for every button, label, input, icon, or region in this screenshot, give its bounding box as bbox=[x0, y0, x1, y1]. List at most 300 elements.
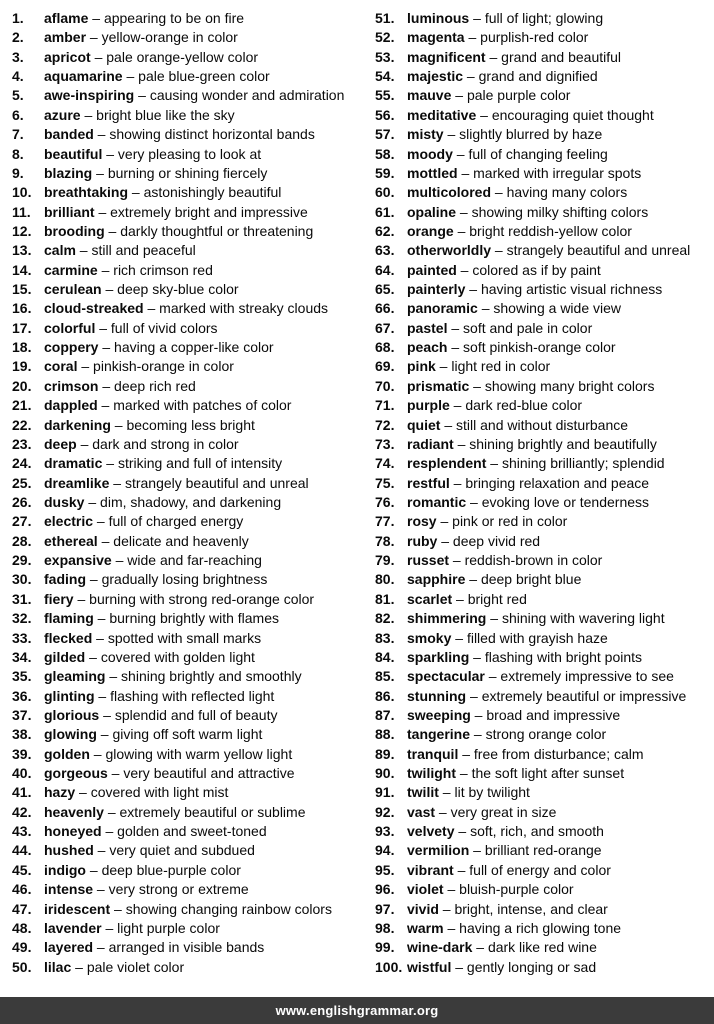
item-word: carmine bbox=[44, 261, 98, 278]
item-text bbox=[407, 319, 592, 338]
item-number: 42. bbox=[12, 803, 32, 820]
item-separator: – bbox=[104, 222, 121, 239]
list-item bbox=[375, 841, 714, 860]
item-number: 4. bbox=[12, 68, 24, 85]
item-definition: gently longing or sad bbox=[466, 958, 597, 975]
list-item bbox=[12, 183, 363, 202]
item-definition: grand and dignified bbox=[478, 68, 598, 85]
item-word: shimmering bbox=[407, 610, 487, 627]
item-number: 64. bbox=[375, 261, 395, 278]
item-definition: covered with golden light bbox=[100, 648, 255, 665]
item-separator: – bbox=[453, 435, 470, 452]
item-word: restful bbox=[407, 474, 450, 491]
footer-url: www.englishgrammar.org bbox=[275, 1003, 439, 1018]
item-text bbox=[44, 512, 243, 531]
item-word: vivid bbox=[407, 900, 439, 917]
item-number: 19. bbox=[12, 358, 32, 375]
item-text bbox=[44, 532, 249, 551]
item-text bbox=[44, 570, 267, 589]
item-separator: – bbox=[443, 126, 460, 143]
item-definition: extremely impressive to see bbox=[500, 668, 674, 685]
list-item bbox=[375, 396, 714, 415]
item-definition: bluish-purple color bbox=[459, 881, 574, 898]
item-word: panoramic bbox=[407, 300, 478, 317]
item-number: 89. bbox=[375, 745, 395, 762]
item-text bbox=[407, 861, 611, 880]
item-definition: marked with streaky clouds bbox=[159, 300, 329, 317]
item-definition: light red in color bbox=[451, 358, 551, 375]
item-number: 18. bbox=[12, 339, 32, 356]
item-separator: – bbox=[86, 861, 102, 878]
item-separator: – bbox=[73, 590, 90, 607]
item-text bbox=[407, 474, 649, 493]
item-text bbox=[407, 416, 628, 435]
item-number: 54. bbox=[375, 68, 395, 85]
item-definition: shining with wavering light bbox=[501, 610, 665, 627]
item-definition: bright, intense, and clear bbox=[454, 900, 608, 917]
item-word: intense bbox=[44, 881, 94, 898]
item-word: darkening bbox=[44, 416, 111, 433]
item-number: 11. bbox=[12, 203, 31, 220]
item-number: 99. bbox=[375, 939, 395, 956]
item-number: 70. bbox=[375, 377, 395, 394]
item-separator: – bbox=[101, 919, 118, 936]
item-definition: free from disturbance; calm bbox=[473, 745, 644, 762]
item-word: layered bbox=[44, 939, 94, 956]
item-definition: pale blue-green color bbox=[138, 68, 270, 85]
item-separator: – bbox=[92, 164, 108, 181]
item-separator: – bbox=[101, 823, 118, 840]
list-item bbox=[375, 706, 714, 725]
item-text bbox=[44, 48, 258, 67]
item-definition: very quiet and subdued bbox=[109, 842, 255, 859]
item-word: luminous bbox=[407, 10, 470, 26]
item-separator: – bbox=[485, 48, 502, 65]
item-number: 16. bbox=[12, 300, 32, 317]
item-separator: – bbox=[465, 571, 481, 588]
item-number: 75. bbox=[375, 474, 395, 491]
item-word: banded bbox=[44, 126, 94, 143]
item-word: pastel bbox=[407, 319, 448, 336]
item-text bbox=[44, 667, 302, 686]
item-separator: – bbox=[440, 416, 457, 433]
item-text bbox=[44, 745, 292, 764]
item-definition: bright reddish-yellow color bbox=[469, 222, 632, 239]
item-separator: – bbox=[464, 29, 481, 46]
item-separator: – bbox=[451, 87, 467, 104]
item-word: deep bbox=[44, 435, 77, 452]
item-word: crimson bbox=[44, 377, 99, 394]
item-text bbox=[407, 261, 601, 280]
list-item bbox=[12, 745, 363, 764]
list-item bbox=[375, 919, 714, 938]
item-word: magnificent bbox=[407, 48, 486, 65]
item-number: 87. bbox=[375, 706, 395, 723]
item-separator: – bbox=[465, 281, 481, 298]
item-definition: pale purple color bbox=[466, 87, 571, 104]
item-definition: spotted with small marks bbox=[107, 629, 262, 646]
item-number: 36. bbox=[12, 687, 32, 704]
item-number: 69. bbox=[375, 358, 395, 375]
list-item bbox=[375, 687, 714, 706]
footer-bar bbox=[0, 997, 714, 1024]
item-word: vast bbox=[407, 803, 436, 820]
item-word: pink bbox=[407, 358, 436, 375]
item-definition: dim, shadowy, and darkening bbox=[100, 493, 282, 510]
list-item bbox=[375, 745, 714, 764]
item-definition: showing changing rainbow colors bbox=[125, 900, 332, 917]
item-number: 68. bbox=[375, 339, 395, 356]
list-item bbox=[12, 822, 363, 841]
list-item bbox=[375, 900, 714, 919]
item-separator: – bbox=[456, 765, 472, 782]
item-text bbox=[44, 687, 274, 706]
item-text bbox=[44, 493, 281, 512]
item-separator: – bbox=[452, 145, 469, 162]
item-separator: – bbox=[486, 610, 502, 627]
item-definition: astonishingly beautiful bbox=[143, 184, 282, 201]
list-item bbox=[12, 783, 363, 802]
item-number: 10. bbox=[12, 184, 32, 201]
item-separator: – bbox=[88, 10, 104, 26]
item-number: 15. bbox=[12, 281, 32, 298]
item-word: brilliant bbox=[44, 203, 95, 220]
list-item bbox=[12, 706, 363, 725]
item-text bbox=[407, 919, 621, 938]
item-number: 46. bbox=[12, 881, 32, 898]
item-number: 38. bbox=[12, 726, 32, 743]
list-item bbox=[12, 416, 363, 435]
item-definition: shining brilliantly; splendid bbox=[501, 455, 665, 472]
list-item bbox=[12, 280, 363, 299]
item-text bbox=[407, 357, 550, 376]
list-item bbox=[12, 241, 363, 260]
item-separator: – bbox=[99, 706, 115, 723]
item-number: 2. bbox=[12, 29, 24, 46]
item-word: misty bbox=[407, 126, 444, 143]
item-number: 97. bbox=[375, 900, 395, 917]
item-word: painted bbox=[407, 261, 457, 278]
item-text bbox=[44, 9, 244, 28]
item-separator: – bbox=[110, 416, 127, 433]
item-text bbox=[44, 551, 262, 570]
item-number: 33. bbox=[12, 629, 32, 646]
item-word: gleaming bbox=[44, 668, 106, 685]
item-definition: splendid and full of beauty bbox=[114, 706, 278, 723]
item-definition: soft pinkish-orange color bbox=[463, 339, 616, 356]
item-separator: – bbox=[77, 358, 94, 375]
item-number: 90. bbox=[375, 765, 395, 782]
item-word: azure bbox=[44, 106, 81, 123]
list-item bbox=[375, 454, 714, 473]
item-number: 37. bbox=[12, 706, 32, 723]
item-number: 22. bbox=[12, 416, 32, 433]
item-separator: – bbox=[451, 629, 467, 646]
item-word: dusky bbox=[44, 493, 85, 510]
list-item bbox=[375, 319, 714, 338]
item-number: 94. bbox=[375, 842, 395, 859]
item-separator: – bbox=[454, 823, 471, 840]
item-separator: – bbox=[484, 668, 501, 685]
item-text bbox=[407, 938, 597, 957]
item-text bbox=[44, 416, 255, 435]
item-definition: deep rich red bbox=[114, 377, 196, 394]
item-separator: – bbox=[95, 319, 111, 336]
item-definition: slightly blurred by haze bbox=[459, 126, 603, 143]
item-separator: – bbox=[472, 939, 488, 956]
list-item bbox=[12, 164, 363, 183]
item-separator: – bbox=[98, 377, 115, 394]
item-word: vermilion bbox=[407, 842, 470, 859]
item-text bbox=[44, 706, 278, 725]
item-separator: – bbox=[469, 648, 485, 665]
item-definition: the soft light after sunset bbox=[471, 765, 625, 782]
item-word: breathtaking bbox=[44, 184, 129, 201]
item-word: glorious bbox=[44, 706, 100, 723]
list-item bbox=[12, 570, 363, 589]
item-text bbox=[44, 241, 196, 260]
item-text bbox=[44, 67, 270, 86]
item-separator: – bbox=[75, 242, 92, 259]
list-item bbox=[12, 203, 363, 222]
item-number: 72. bbox=[375, 416, 395, 433]
item-text bbox=[44, 28, 238, 47]
item-number: 26. bbox=[12, 493, 32, 510]
list-item bbox=[375, 861, 714, 880]
item-separator: – bbox=[143, 300, 160, 317]
item-word: electric bbox=[44, 513, 94, 530]
item-separator: – bbox=[491, 184, 507, 201]
item-separator: – bbox=[466, 493, 482, 510]
list-item bbox=[375, 203, 714, 222]
item-definition: dark like red wine bbox=[487, 939, 597, 956]
list-item bbox=[375, 648, 714, 667]
item-definition: having a rich glowing tone bbox=[459, 919, 622, 936]
item-word: honeyed bbox=[44, 823, 102, 840]
item-separator: – bbox=[447, 339, 464, 356]
item-definition: full of vivid colors bbox=[110, 319, 218, 336]
item-definition: glowing with warm yellow light bbox=[105, 745, 293, 762]
item-text bbox=[44, 764, 295, 783]
item-word: sweeping bbox=[407, 706, 471, 723]
list-item bbox=[375, 803, 714, 822]
list-item bbox=[375, 435, 714, 454]
item-definition: reddish-brown in color bbox=[464, 552, 603, 569]
item-definition: very pleasing to look at bbox=[117, 145, 262, 162]
item-text bbox=[407, 493, 649, 512]
item-text bbox=[407, 203, 648, 222]
item-text bbox=[44, 435, 239, 454]
item-definition: gradually losing brightness bbox=[101, 571, 268, 588]
item-text bbox=[44, 841, 255, 860]
item-text bbox=[44, 454, 282, 473]
list-item bbox=[12, 764, 363, 783]
item-number: 6. bbox=[12, 106, 24, 123]
list-item bbox=[375, 725, 714, 744]
item-definition: encouraging quiet thought bbox=[491, 106, 654, 123]
item-word: orange bbox=[407, 222, 454, 239]
item-number: 83. bbox=[375, 629, 395, 646]
item-text bbox=[407, 164, 641, 183]
item-word: hushed bbox=[44, 842, 94, 859]
item-text bbox=[407, 880, 574, 899]
item-text bbox=[44, 609, 279, 628]
item-word: stunning bbox=[407, 687, 467, 704]
item-word: peach bbox=[407, 339, 448, 356]
item-separator: – bbox=[76, 435, 93, 452]
item-word: vibrant bbox=[407, 861, 454, 878]
item-separator: – bbox=[86, 29, 102, 46]
item-definition: full of energy and color bbox=[469, 861, 611, 878]
list-item bbox=[12, 28, 363, 47]
item-word: russet bbox=[407, 552, 450, 569]
item-text bbox=[407, 958, 596, 977]
item-number: 76. bbox=[375, 493, 395, 510]
item-word: lilac bbox=[44, 958, 72, 975]
item-definition: covered with light mist bbox=[90, 784, 229, 801]
item-separator: – bbox=[102, 145, 118, 162]
item-text bbox=[44, 183, 281, 202]
item-separator: – bbox=[486, 455, 502, 472]
list-item bbox=[12, 958, 363, 977]
item-definition: causing wonder and admiration bbox=[149, 87, 345, 104]
item-word: velvety bbox=[407, 823, 455, 840]
item-word: brooding bbox=[44, 222, 105, 239]
item-number: 47. bbox=[12, 900, 32, 917]
item-text bbox=[44, 338, 274, 357]
item-definition: showing many bright colors bbox=[484, 377, 655, 394]
list-item bbox=[375, 512, 714, 531]
item-definition: bright red bbox=[467, 590, 527, 607]
item-definition: pale orange-yellow color bbox=[106, 48, 259, 65]
item-word: iridescent bbox=[44, 900, 111, 917]
item-number: 84. bbox=[375, 648, 395, 665]
item-separator: – bbox=[93, 881, 109, 898]
item-separator: – bbox=[98, 339, 115, 356]
item-separator: – bbox=[93, 126, 110, 143]
list-item bbox=[12, 474, 363, 493]
list-item bbox=[12, 106, 363, 125]
item-definition: still and without disturbance bbox=[456, 416, 629, 433]
item-text bbox=[44, 783, 228, 802]
item-text bbox=[44, 280, 239, 299]
item-definition: arranged in visible bands bbox=[108, 939, 265, 956]
item-number: 1. bbox=[12, 10, 24, 26]
item-text bbox=[44, 86, 344, 105]
item-word: dramatic bbox=[44, 455, 103, 472]
item-definition: soft, rich, and smooth bbox=[470, 823, 604, 840]
item-definition: brilliant red-orange bbox=[484, 842, 602, 859]
item-text bbox=[44, 938, 264, 957]
item-text bbox=[407, 667, 674, 686]
item-number: 57. bbox=[375, 126, 395, 143]
item-separator: – bbox=[456, 203, 472, 220]
list-item bbox=[12, 861, 363, 880]
item-definition: rich crimson red bbox=[113, 261, 213, 278]
item-separator: – bbox=[103, 803, 120, 820]
item-definition: full of charged energy bbox=[108, 513, 244, 530]
item-number: 73. bbox=[375, 435, 395, 452]
item-word: spectacular bbox=[407, 668, 485, 685]
list-item bbox=[12, 667, 363, 686]
item-definition: very beautiful and attractive bbox=[123, 765, 295, 782]
item-definition: deep vivid red bbox=[452, 532, 541, 549]
item-word: mauve bbox=[407, 87, 452, 104]
item-number: 25. bbox=[12, 474, 32, 491]
item-definition: dark and strong in color bbox=[92, 435, 239, 452]
list-item bbox=[12, 725, 363, 744]
item-separator: – bbox=[75, 784, 91, 801]
item-word: prismatic bbox=[407, 377, 470, 394]
item-number: 51. bbox=[375, 10, 395, 26]
item-number: 79. bbox=[375, 552, 395, 569]
item-definition: soft and pale in color bbox=[463, 319, 593, 336]
item-definition: extremely beautiful or sublime bbox=[119, 803, 306, 820]
list-item bbox=[375, 822, 714, 841]
item-word: glowing bbox=[44, 726, 97, 743]
item-definition: strangely beautiful and unreal bbox=[506, 242, 691, 259]
item-text bbox=[407, 512, 567, 531]
item-word: aflame bbox=[44, 10, 89, 26]
item-separator: – bbox=[437, 532, 453, 549]
item-word: calm bbox=[44, 242, 76, 259]
list-item bbox=[12, 357, 363, 376]
item-definition: wide and far-reaching bbox=[127, 552, 262, 569]
item-definition: flashing with bright points bbox=[484, 648, 643, 665]
item-separator: – bbox=[97, 397, 114, 414]
item-number: 45. bbox=[12, 861, 32, 878]
item-number: 78. bbox=[375, 532, 395, 549]
item-definition: grand and beautiful bbox=[501, 48, 622, 65]
item-number: 53. bbox=[375, 48, 395, 65]
item-word: coral bbox=[44, 358, 78, 375]
item-text bbox=[44, 357, 234, 376]
item-number: 81. bbox=[375, 590, 395, 607]
item-definition: purplish-red color bbox=[480, 29, 589, 46]
list-item bbox=[12, 590, 363, 609]
item-text bbox=[407, 629, 608, 648]
item-definition: colored as if by paint bbox=[472, 261, 601, 278]
item-separator: – bbox=[457, 164, 474, 181]
list-item bbox=[12, 454, 363, 473]
left-column bbox=[12, 9, 363, 977]
item-definition: showing milky shifting colors bbox=[471, 203, 649, 220]
item-number: 98. bbox=[375, 919, 395, 936]
list-item bbox=[12, 687, 363, 706]
list-item bbox=[12, 900, 363, 919]
item-number: 34. bbox=[12, 648, 32, 665]
item-definition: having artistic visual richness bbox=[480, 281, 663, 298]
item-definition: burning brightly with flames bbox=[109, 610, 279, 627]
list-item bbox=[12, 629, 363, 648]
item-text bbox=[407, 803, 556, 822]
list-item bbox=[375, 183, 714, 202]
item-word: warm bbox=[407, 919, 444, 936]
item-number: 35. bbox=[12, 668, 32, 685]
item-word: moody bbox=[407, 145, 453, 162]
list-item bbox=[12, 880, 363, 899]
item-number: 60. bbox=[375, 184, 395, 201]
list-item bbox=[375, 880, 714, 899]
item-separator: – bbox=[111, 552, 128, 569]
item-definition: full of light; glowing bbox=[484, 10, 604, 26]
item-definition: very great in size bbox=[450, 803, 557, 820]
item-separator: – bbox=[456, 261, 473, 278]
item-definition: extremely beautiful or impressive bbox=[481, 687, 687, 704]
item-separator: – bbox=[476, 106, 492, 123]
item-number: 28. bbox=[12, 532, 32, 549]
right-column bbox=[375, 9, 714, 977]
